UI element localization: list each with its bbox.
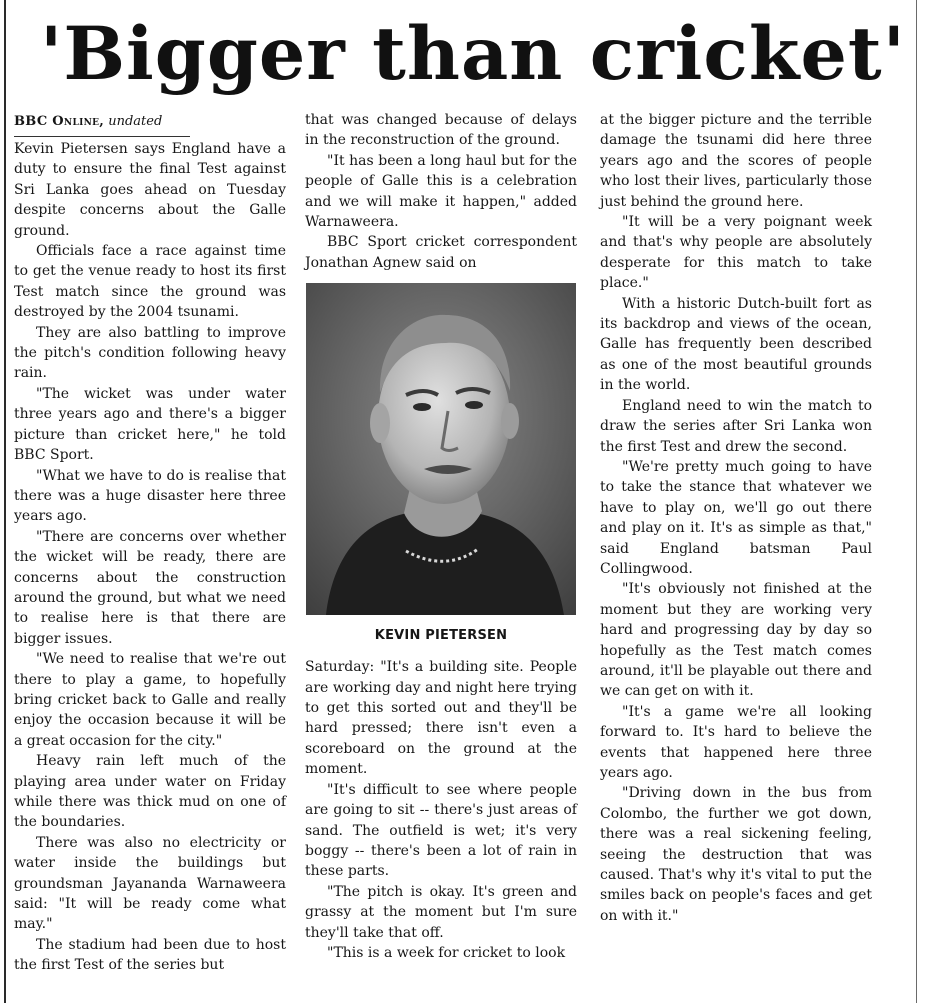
paragraph: that was changed because of delays in the reconstruction of the ground.	[305, 112, 577, 149]
paragraph: "It will be a very poignant week and that's why people are absolutely desperate for this match to take place."	[600, 214, 872, 292]
paragraph: "What we have to do is realise that there was a huge disaster here three years ago.	[14, 467, 286, 525]
paragraph: "The wicket was under water three years ago and there's a bigger picture than cricket here," he told BBC Sport.	[14, 385, 286, 464]
paragraph: "The pitch is okay. It's green and grassy at the moment but I'm sure they'll take that off.	[305, 883, 577, 941]
paragraph: at the bigger picture and the terrible damage the tsunami did here three years ago and the scores of people who lost their lives, particularly those just behind the ground here.	[600, 112, 872, 210]
paragraph: They are also battling to improve the pitch's condition following heavy rain.	[14, 324, 286, 382]
column-2	[305, 110, 577, 963]
paragraph: Saturday: "It's a building site. People are working day and night here trying to get this sorted out and they'll be hard pressed; there isn't even a scoreboard on the ground at the moment.	[305, 659, 577, 778]
right-border-rule	[916, 0, 917, 1003]
paragraph: There was also no electricity or water inside the buildings but groundsman Jayananda Warnaweera said: "It will be ready come what may."	[14, 834, 286, 933]
paragraph: The stadium had been due to host the first Test of the series but	[14, 936, 286, 974]
column-3	[600, 110, 872, 926]
paragraph: "It has been a long haul but for the people of Galle this is a celebration and we will make it happen," added Warnaweera.	[305, 152, 577, 231]
paragraph: "We need to realise that we're out there to play a game, to hopefully bring cricket back to Galle and really enjoy the occasion because it will be a great occasion for the city."	[14, 651, 286, 749]
paragraph: England need to win the match to draw the series after Sri Lanka won the first Test and drew the second.	[600, 397, 872, 455]
paragraph: With a historic Dutch-built fort as its backdrop and views of the ocean, Galle has frequently been described as one of the most beautiful grounds in the world.	[600, 295, 872, 394]
column-1	[14, 112, 286, 976]
photo-caption: KEVIN PIETERSEN	[374, 628, 508, 644]
paragraph: "It's a game we're all looking forward to. It's hard to believe the events that happened here three years ago.	[600, 703, 872, 781]
paragraph: "There are concerns over whether the wicket will be ready, there are concerns about the construction around the ground, but what we need to realise here is that there are bigger issues.	[14, 528, 286, 647]
paragraph: Heavy rain left much of the playing area under water on Friday while there was thick mud on one of the boundaries.	[14, 753, 286, 831]
byline-date: undated	[108, 114, 163, 129]
paragraph: "We're pretty much going to have to take the stance that whatever we have to play on, we'll go out there and play on it. It's as simple as that," said England batsman Paul Collingwood.	[600, 458, 872, 577]
paragraph: "It's obviously not finished at the moment but they are working very hard and progressing day by day so hopefully as the Test match comes around, it'll be playable out there and we can get on with it.	[600, 581, 872, 700]
byline	[14, 112, 190, 137]
paragraph: Officials face a race against time to get the venue ready to host its first Test match since the ground was destroyed by the 2004 tsunami.	[14, 243, 286, 321]
paragraph: "Driving down in the bus from Colombo, the further we got down, there was a real sickening feeling, seeing the destruction that was caused. That's why it's vital to put the smiles back on people's faces and get on with it."	[600, 785, 872, 924]
headline: 'Bigger than cricket'	[40, 11, 906, 97]
paragraph: "This is a week for cricket to look	[327, 944, 566, 961]
paragraph: Kevin Pietersen says England have a duty to ensure the final Test against Sri Lanka goes ahead on Tuesday despite concerns about the Galle ground.	[14, 141, 286, 239]
paragraph: BBC Sport cricket correspondent Jonathan Agnew said on	[305, 234, 577, 271]
byline-source: BBC Online,	[14, 114, 105, 129]
portrait-illustration	[306, 283, 576, 615]
paragraph: "It's difficult to see where people are going to sit -- there's just areas of sand. The outfield is wet; it's very boggy -- there's been a lot of rain in these parts.	[305, 781, 577, 880]
portrait-photo	[306, 283, 576, 615]
left-border-rule	[4, 0, 6, 1003]
photo-block	[306, 283, 576, 645]
